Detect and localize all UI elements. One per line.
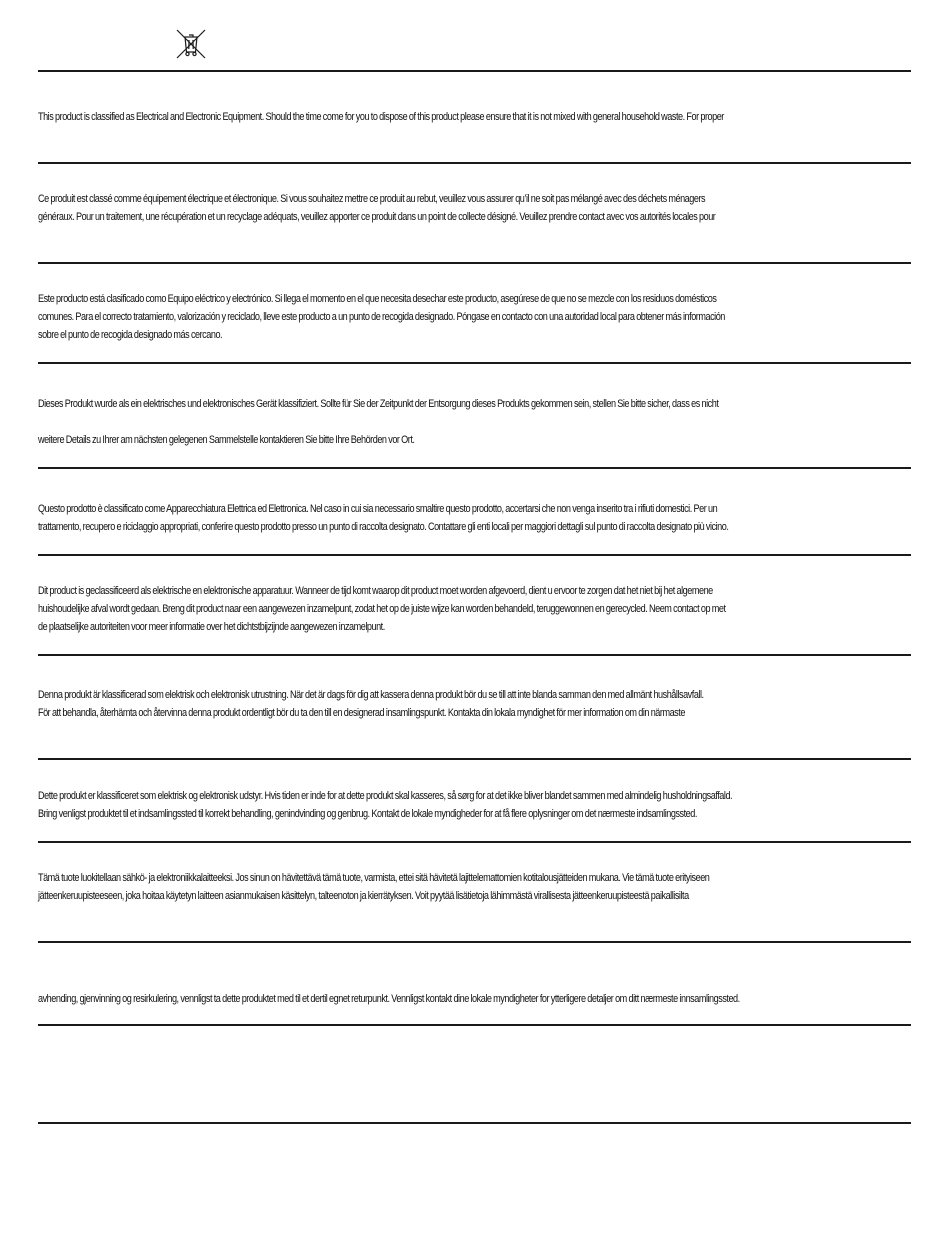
disposal-notice-fr — [38, 190, 911, 226]
divider — [38, 758, 911, 760]
notice-line: jätteenkeruupisteeseen, joka hoitaa käytetyn laitteen asianmukaisen käsittelyn, talteenoton ja kierrätyksen. Voit pyytää lisätietoja lähimmästä virallisesta jätteenkeruupisteestä paikallisilta — [38, 890, 689, 902]
disposal-notice-da — [38, 787, 911, 823]
notice-line: Dieses Produkt wurde als ein elektrisches und elektronisches Gerät klassifiziert. Sollte für Sie der Zeitpunkt der Entsorgung dieses Produkts gekommen sein, stellen Sie bitte sicher, dass es nicht — [38, 398, 719, 410]
disposal-notice-es — [38, 290, 911, 344]
notice-line: För att behandla, återhämta och återvinna denna produkt ordentligt bör du ta den till en designerad insamlingspunkt. Kontakta din lokala myndighet för mer information om din närmaste — [38, 707, 685, 719]
divider — [38, 467, 911, 469]
divider — [38, 262, 911, 264]
disposal-notice-de — [38, 395, 911, 449]
notice-line: Dette produkt er klassificeret som elektrisk og elektronisk udstyr. Hvis tiden er inde for at dette produkt skal kasseres, så sørg for at det ikke bliver blandet sammen med almindelig husholdningsaffald. — [38, 790, 733, 802]
crossed-out-wheelie-bin-icon — [174, 27, 208, 61]
divider — [38, 1122, 911, 1124]
disposal-notice-en — [38, 108, 911, 126]
notice-line: avhending, gjenvinning og resirkulering, vennligst ta dette produktet med til et dertil egnet returpunkt. Vennligst kontakt dine lokale myndigheter for ytterligere detaljer om ditt nærmeste innsamlingssted. — [38, 993, 740, 1005]
notice-line: comunes. Para el correcto tratamiento, valorización y reciclado, lleve este producto a un punto de recogida designado. Póngase en contacto con una autoridad local para obtener más información — [38, 311, 725, 323]
notice-line: weitere Details zu Ihrer am nächsten gelegenen Sammelstelle kontaktieren Sie bitte Ihre Behörden vor Ort. — [38, 434, 415, 446]
notice-line: Bring venligst produktet til et indsamlingssted til korrekt behandling, genindvinding og genbrug. Kontakt de lokale myndigheder for at få flere oplysninger om det nærmeste indsamlingssted. — [38, 808, 697, 820]
notice-line: Dit product is geclassificeerd als elektrische en elektronische apparatuur. Wanneer de tijd komt waarop dit product moet worden afgevoerd, dient u ervoor te zorgen dat het niet bij het algemene — [38, 585, 713, 597]
notice-line: Este producto está clasificado como Equipo eléctrico y electrónico. Si llega el momento en el que necesita desechar este producto, asegúrese de que no se mezcle con los residuos domésticos — [38, 293, 717, 305]
divider — [38, 1024, 911, 1026]
divider — [38, 162, 911, 164]
notice-line: Denna produkt är klassificerad som elektrisk och elektronisk utrustning. När det är dags för dig att kassera denna produkt bör du se till att inte blanda samman den med allmänt hushållsavfall. — [38, 689, 704, 701]
notice-line: trattamento, recupero e riciclaggio appropriati, conferire questo prodotto presso un punto di raccolta designato. Contattare gli enti locali per maggiori dettagli sul punto di raccolta designato più vicino. — [38, 521, 729, 533]
notice-line: généraux. Pour un traitement, une récupération et un recyclage adéquats, veuillez apporter ce produit dans un point de collecte désigné. Veuillez prendre contact avec vos autorités locales pour — [38, 211, 716, 223]
divider — [38, 554, 911, 556]
divider — [38, 941, 911, 943]
notice-line: This product is classified as Electrical and Electronic Equipment. Should the time come for you to dispose of this product please ensure that it is not mixed with general household waste. For proper — [38, 111, 724, 123]
divider — [38, 654, 911, 656]
notice-line: Tämä tuote luokitellaan sähkö- ja elektroniikkalaitteeksi. Jos sinun on hävitettävä tämä tuote, varmista, ettei sitä hävitetä lajittelemattomien kotitalousjätteiden mukana. Vie tämä tuote erityiseen — [38, 872, 710, 884]
notice-line: de plaatselijke autoriteiten voor meer informatie over het dichtstbijzijnde aangewezen inzamelpunt. — [38, 621, 385, 633]
notice-line: Questo prodotto è classificato come Apparecchiatura Elettrica ed Elettronica. Nel caso in cui sia necessario smaltire questo prodotto, accertarsi che non venga inserito tra i rifiuti domestici. Per un — [38, 503, 718, 515]
disposal-notice-fi — [38, 869, 911, 905]
notice-line: Ce produit est classé comme équipement électrique et électronique. Si vous souhaitez mettre ce produit au rebut, veuillez vous assurer qu’il ne soit pas mélangé avec des déchets ménagers — [38, 193, 706, 205]
notice-line: huishoudelijke afval wordt gedaan. Breng dit product naar een aangewezen inzamelpunt, zodat het op de juiste wijze kan worden behandeld, teruggewonnen en gerecycled. Neem contact op met — [38, 603, 726, 615]
disposal-notice-sv — [38, 686, 911, 722]
notice-line: sobre el punto de recogida designado más cercano. — [38, 329, 223, 341]
divider — [38, 841, 911, 843]
disposal-notice-no — [38, 990, 911, 1008]
disposal-notice-nl — [38, 582, 911, 636]
disposal-notice-it — [38, 500, 911, 536]
divider — [38, 362, 911, 364]
divider — [38, 70, 911, 72]
